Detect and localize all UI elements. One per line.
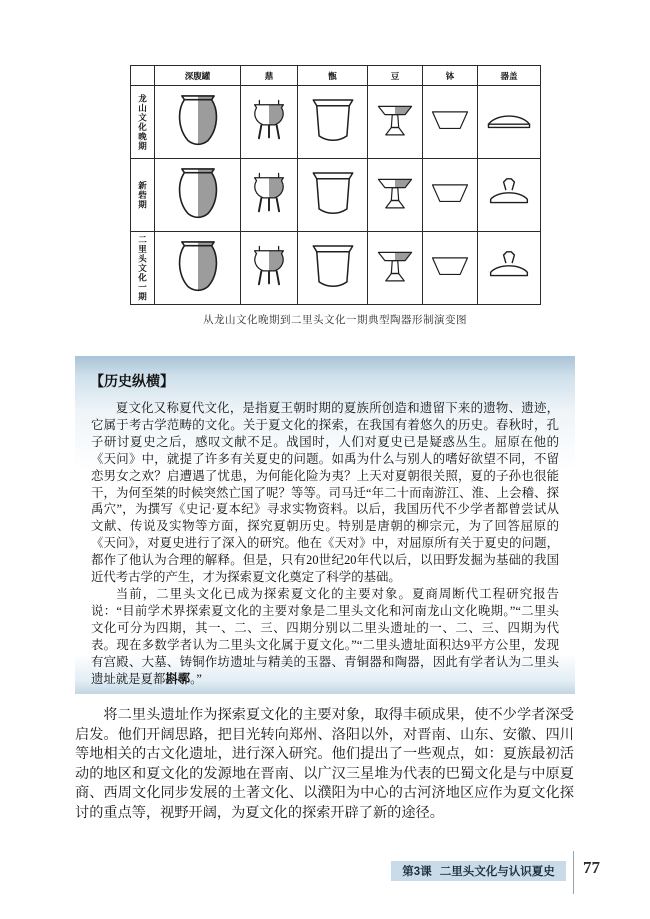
column-header-dou: 豆 [368, 66, 423, 86]
dou-drawing [368, 86, 423, 159]
pottery-evolution-figure [130, 65, 540, 327]
footer-divider [573, 851, 574, 894]
ding-drawing [241, 159, 298, 232]
column-header-bo: 钵 [423, 66, 478, 86]
row-header-erlitou: 二里头文化一期 [131, 232, 155, 305]
jar-drawing [155, 159, 241, 232]
jar-drawing [155, 86, 241, 159]
history-box-title: 【历史纵横】 [90, 373, 174, 389]
history-sidebar-box [75, 356, 575, 694]
lesson-number: 第3课 [402, 866, 432, 878]
dou-drawing [368, 159, 423, 232]
ding-drawing [241, 86, 298, 159]
paragraph-2-text: 当前，二里头文化已成为探索夏文化的主要对象。夏商周断代工程研究报告说：“目前学术界探索夏文化的主要对象是二里头文化和河南龙山文化晚期。”“二里头文化可分为四期，其一、二、三、四期分别以二里头遗址的一、二、三、四期为代表。现在多数学者认为二里头文化属于夏文化。”“二里头遗址面积达9平方公里，发现有宫殿、大墓、铸铜作坊遗址与精美的玉器、青铜器和陶器，因此有学者认为二里头遗址就是夏都 [91, 586, 559, 686]
table-row [131, 159, 541, 232]
table-row [131, 86, 541, 159]
lid-drawing [478, 86, 541, 159]
column-header-jar: 深腹罐 [155, 66, 241, 86]
table-row [131, 232, 541, 305]
bo-drawing [423, 159, 478, 232]
zeng-drawing [298, 159, 368, 232]
page-number: 77 [583, 858, 600, 877]
history-box-paragraph-2 [91, 586, 559, 687]
pottery-table [130, 65, 541, 305]
row-header-xinzhai: 新砦期 [131, 159, 155, 232]
zeng-drawing [298, 86, 368, 159]
main-body-paragraph: 将二里头遗址作为探索夏文化的主要对象，取得丰硕成果，使不少学者深受启发。他们开阔思路，把目光转向郑州、洛阳以外，对晋南、山东、安徽、四川等地相关的古文化遗址，进行深入研究。他们提出了一些观点，如：夏族最初活动的地区和夏文化的发源地在晋南、以广汉三星堆为代表的巴蜀文化是与中原夏商、西周文化同步发展的土著文化、以濮阳为中心的古河济地区应作为夏文化探讨的重点等，视野开阔，为夏文化的探索开辟了新的途径。 [75, 707, 574, 821]
column-header-lid: 器盖 [478, 66, 541, 86]
lid-drawing [478, 232, 541, 305]
lid-drawing [478, 159, 541, 232]
bo-drawing [423, 86, 478, 159]
table-header-row [131, 66, 541, 86]
history-box-text [91, 400, 559, 687]
footer-lesson-bar [391, 861, 566, 881]
lesson-title: 二里头文化与认识夏史 [439, 866, 555, 878]
corner-cell [131, 66, 155, 86]
zeng-drawing [298, 232, 368, 305]
paragraph-2-closing: 。” [190, 671, 202, 686]
dou-drawing [368, 232, 423, 305]
jar-drawing [155, 232, 241, 305]
history-box-paragraph-1: 夏文化又称夏代文化，是指夏王朝时期的夏族所创造和遗留下来的遗物、遗迹，它属于考古学范畴的文化。关于夏文化的探索，在我国有着悠久的历史。春秋时，孔子研讨夏史之后，感叹文献不足。战国时，人们对夏史已是疑惑丛生。屈原在他的《天问》中，就提了许多有关夏史的问题。如禹为什么与别人的嗜好欲望不同，不留恋男女之欢？启遭遇了忧患，为何能化险为夷？上天对夏朝很关照，夏的子孙也很能干，为何至桀的时候突然亡国了呢？等等。司马迁“年二十而南游江、淮、上会稽、探禹穴”，为撰写《史记·夏本纪》寻求实物资料。以后，我国历代不少学者都曾尝试从文献、传说及实物等方面，探究夏朝历史。特别是唐朝的柳宗元，为了回答屈原的《天问》，对夏史进行了深入的研究。他在《天对》中，对屈原所有关于夏史的问题，都作了他认为合理的解释。但是，只有20世纪20年代以后，以田野发掘为基础的我国近代考古学的产生，才为探索夏文化奠定了科学的基础。 [91, 401, 559, 585]
column-header-zeng: 甑 [298, 66, 368, 86]
bold-term-zhenxun: 斟鄩 [165, 671, 191, 686]
bo-drawing [423, 232, 478, 305]
figure-caption: 从龙山文化晚期到二里头文化一期典型陶器形制演变图 [203, 314, 467, 326]
row-header-longshan: 龙山文化晚期 [131, 86, 155, 159]
ding-drawing [241, 232, 298, 305]
column-header-ding: 鼎 [241, 66, 298, 86]
